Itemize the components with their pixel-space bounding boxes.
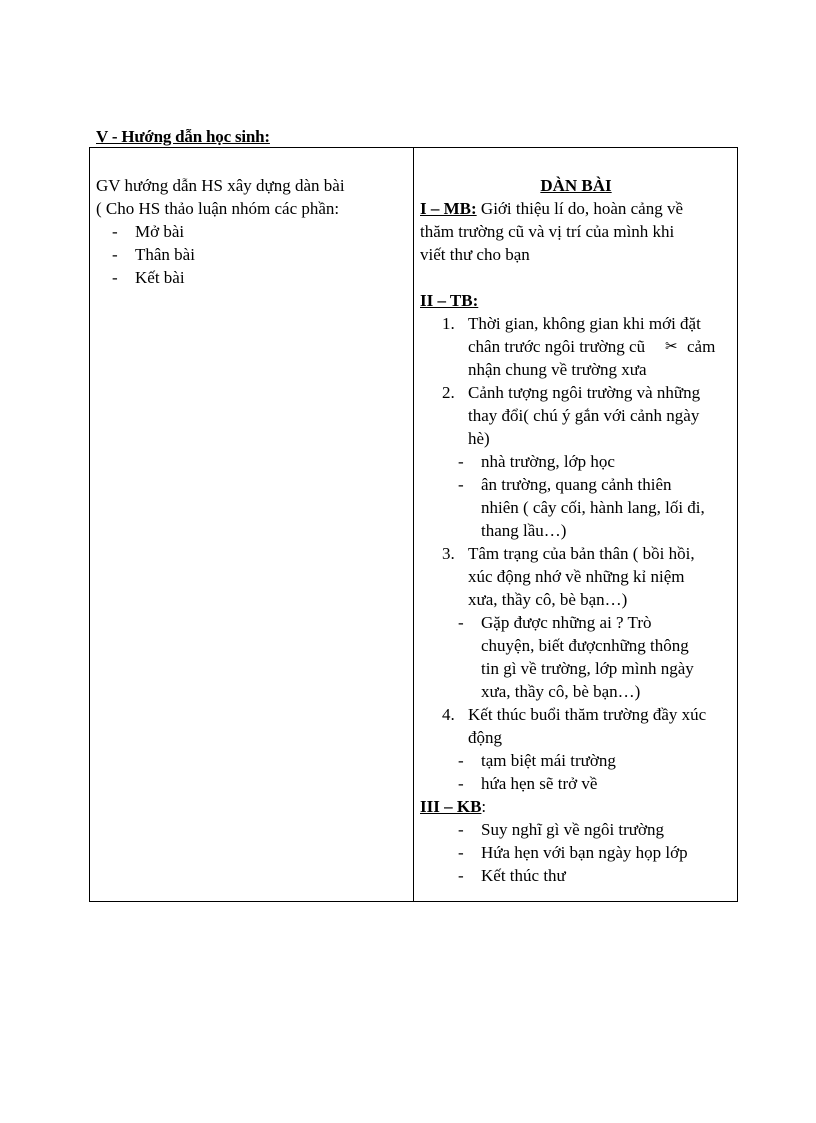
kb-label: III – KB (420, 797, 482, 816)
mb-line: thăm trường cũ và vị trí của mình khi (420, 222, 675, 241)
sub-item (420, 611, 732, 634)
list-item (96, 243, 406, 266)
tb-line (420, 289, 732, 312)
item-text: chân trước ngôi trường cũ (468, 337, 646, 356)
numbered-item-cont (420, 588, 732, 611)
dash-bullet: - (458, 613, 464, 632)
sub-item-cont (420, 634, 732, 657)
outline-column (420, 174, 732, 887)
list-item (96, 220, 406, 243)
sub-item-text: thang lầu…) (481, 521, 567, 540)
sub-item (420, 473, 732, 496)
sub-item-cont (420, 519, 732, 542)
item-text: nhận chung về trường xưa (468, 360, 647, 379)
dash-bullet: - (112, 222, 118, 241)
item-text: xưa, thầy cô, bè bạn…) (468, 590, 628, 609)
item-text: thay đổi( chú ý gắn với cảnh ngày (468, 406, 700, 425)
mb-line (420, 197, 732, 220)
list-item-text: Thân bài (135, 245, 195, 264)
numbered-item-cont (420, 404, 732, 427)
sub-item-text: xưa, thầy cô, bè bạn…) (481, 682, 641, 701)
sub-item-text: nhiên ( cây cối, hành lang, lối đi, (481, 498, 705, 517)
outline-title: DÀN BÀI (540, 176, 612, 195)
item-text: Cảnh tượng ngôi trường và những (468, 383, 701, 402)
mb-line: viết thư cho bạn (420, 245, 530, 264)
sub-item-text: Gặp được những ai ? Trò (481, 613, 652, 632)
item-text: hè) (468, 429, 490, 448)
instruction-line: ( Cho HS thảo luận nhóm các phần: (96, 199, 340, 218)
list-item-text: Mở bài (135, 222, 185, 241)
instruction-line: GV hướng dẫn HS xây dựng dàn bài (96, 176, 345, 195)
sub-item-text: tạm biệt mái trường (481, 751, 616, 770)
sub-item-text: Hứa hẹn với bạn ngày họp lớp (481, 843, 688, 862)
item-number: 2. (442, 383, 455, 402)
numbered-item-cont (420, 565, 732, 588)
dash-bullet: - (458, 452, 464, 471)
item-text: Tâm trạng của bản thân ( bồi hồi, (468, 544, 695, 563)
sub-item-text: Kết thúc thư (481, 866, 566, 885)
sub-item-text: chuyện, biết đượcnhững thông (481, 636, 689, 655)
item-number: 4. (442, 705, 455, 724)
kb-colon: : (481, 797, 487, 816)
kb-line (420, 795, 732, 818)
sub-item (420, 749, 732, 772)
dash-bullet: - (112, 268, 118, 287)
sub-item (420, 772, 732, 795)
item-text: cảm (687, 337, 716, 356)
numbered-item (420, 703, 732, 726)
sub-item (420, 818, 732, 841)
dash-bullet: - (458, 843, 464, 862)
sub-item (420, 841, 732, 864)
sub-item-text: hứa hẹn sẽ trở về (481, 774, 598, 793)
sub-item-cont (420, 680, 732, 703)
numbered-item-cont (420, 358, 732, 381)
item-text: động (468, 728, 502, 747)
sub-item-cont (420, 657, 732, 680)
sub-item (420, 864, 732, 887)
mb-text: Giới thiệu lí do, hoàn cảng về (476, 199, 684, 218)
item-text: xúc động nhớ về những kỉ niệm (468, 567, 685, 586)
dash-bullet: - (458, 866, 464, 885)
numbered-item-cont (420, 427, 732, 450)
numbered-item (420, 381, 732, 404)
sub-item-cont (420, 496, 732, 519)
sub-item-text: nhà trường, lớp học (481, 452, 615, 471)
dash-bullet: - (458, 774, 464, 793)
numbered-item (420, 542, 732, 565)
sub-item-text: Suy nghĩ gì về ngôi trường (481, 820, 665, 839)
teacher-column (96, 174, 406, 289)
list-item (96, 266, 406, 289)
sub-item-text: tin gì về trường, lớp mình ngày (481, 659, 694, 678)
numbered-item-cont (420, 335, 732, 358)
sub-item-text: ân trường, quang cảnh thiên (481, 475, 672, 494)
list-item-text: Kết bài (135, 268, 185, 287)
column-divider (413, 147, 414, 902)
scissors-icon: ✂ (665, 337, 678, 355)
tb-label: II – TB: (420, 291, 479, 310)
dash-bullet: - (112, 245, 118, 264)
dash-bullet: - (458, 751, 464, 770)
numbered-item (420, 312, 732, 335)
dash-bullet: - (458, 475, 464, 494)
item-text: Thời gian, không gian khi mới đặt (468, 314, 701, 333)
numbered-item-cont (420, 726, 732, 749)
item-number: 3. (442, 544, 455, 563)
item-text: Kết thúc buổi thăm trường đầy xúc (468, 705, 707, 724)
item-number: 1. (442, 314, 455, 333)
mb-label: I – MB: (420, 199, 477, 218)
section-heading: V - Hướng dẫn học sinh: (96, 127, 270, 146)
dash-bullet: - (458, 820, 464, 839)
sub-item (420, 450, 732, 473)
